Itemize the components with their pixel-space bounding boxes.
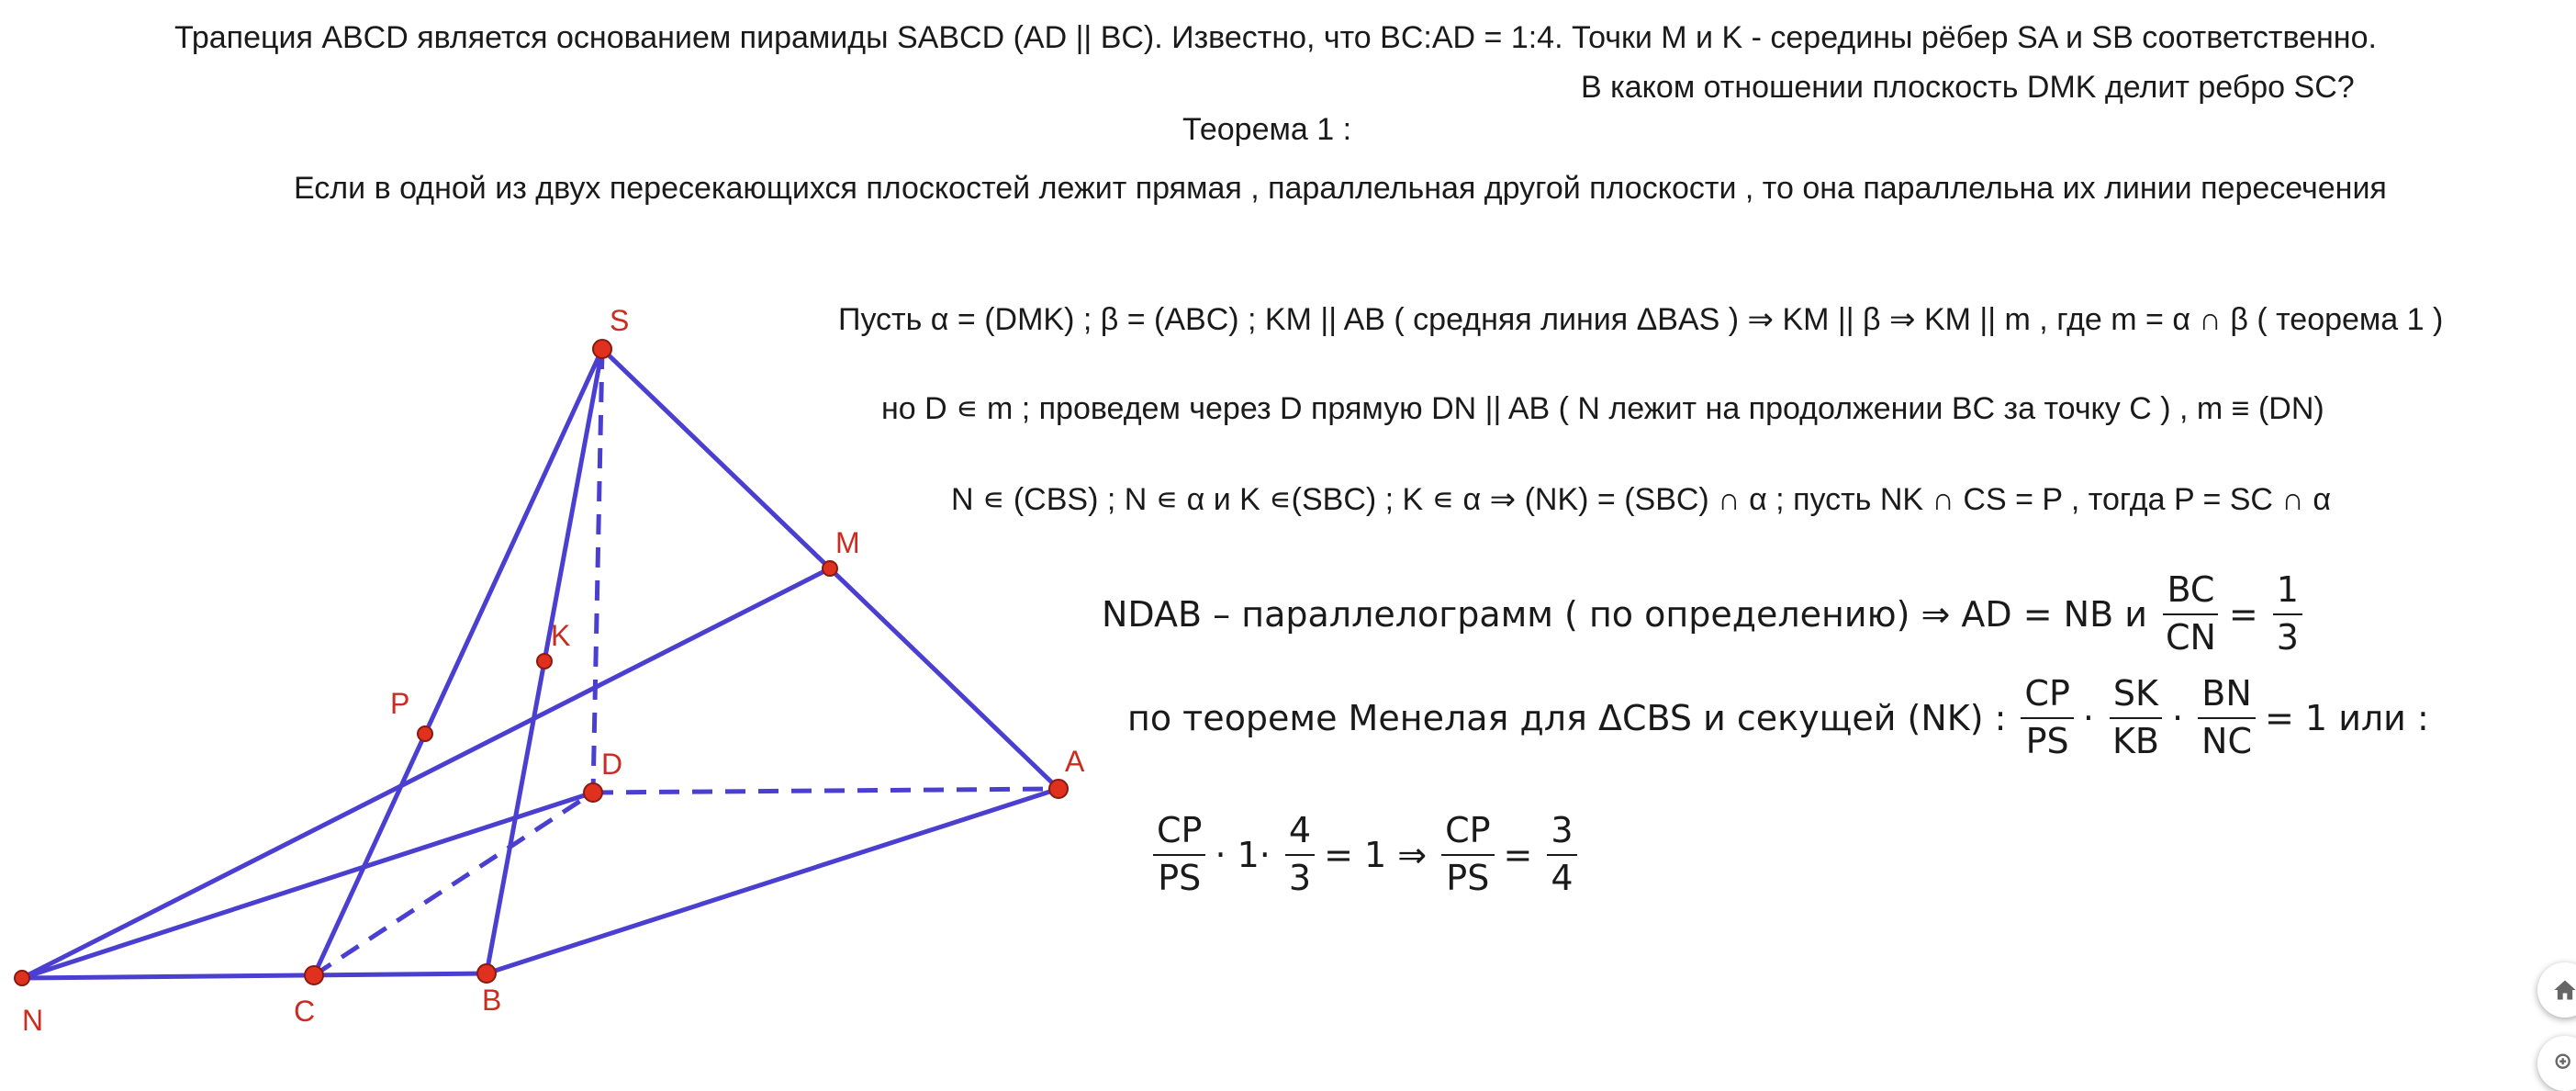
point-a bbox=[1049, 780, 1068, 798]
fraction-numerator: 1 bbox=[2273, 571, 2302, 615]
fraction-denominator: NC bbox=[2201, 720, 2253, 761]
label-d: D bbox=[601, 748, 623, 781]
label-a: A bbox=[1065, 745, 1085, 778]
label-n: N bbox=[22, 1004, 44, 1037]
pyramid-diagram bbox=[0, 0, 1102, 1070]
point-s bbox=[593, 340, 611, 358]
line-nm bbox=[22, 568, 830, 978]
fraction-numerator: BC bbox=[2163, 571, 2218, 615]
label-s: S bbox=[610, 304, 630, 337]
point-d bbox=[584, 783, 602, 802]
fraction-sk-kb bbox=[2109, 675, 2163, 761]
edge-ab bbox=[487, 789, 1058, 973]
fraction-numerator: 3 bbox=[1547, 812, 1576, 856]
point-c bbox=[305, 966, 323, 984]
fraction-bc-cn bbox=[2162, 571, 2220, 658]
label-b: B bbox=[482, 984, 502, 1017]
formula-parallelogram bbox=[1102, 571, 2312, 658]
formula-3-mid: · 1· bbox=[1215, 834, 1271, 875]
label-p: P bbox=[390, 687, 410, 720]
fraction-one-third bbox=[2273, 571, 2302, 658]
label-c: C bbox=[294, 995, 316, 1028]
point-b bbox=[477, 964, 496, 983]
multiply-dot: · bbox=[2082, 697, 2094, 738]
solution-line-2: но D ∊ m ; проведем через D прямую DN || AB ( N лежит на продолжении BC за точку C ) , m ≡ (DN) bbox=[881, 391, 2324, 426]
fraction-bn-nc bbox=[2198, 675, 2256, 761]
fraction-cp-ps-result bbox=[1441, 812, 1494, 898]
solution-line-3: N ∊ (CBS) ; N ∊ α и K ∊(SBC) ; K ∊ α ⇒ (NK) = (SBC) ∩ α ; пусть NK ∩ CS = P , тогда P = SC ∩ α bbox=[951, 482, 2331, 517]
point-n bbox=[15, 971, 29, 985]
fraction-cp-ps bbox=[1153, 812, 1205, 898]
multiply-dot: · bbox=[2171, 697, 2184, 738]
home-button[interactable] bbox=[2537, 962, 2576, 1018]
edge-da bbox=[593, 789, 1058, 793]
formula-result bbox=[1148, 812, 1586, 898]
line-nd bbox=[22, 793, 593, 978]
problem-line-2: В каком отношении плоскость DMK делит ребро SC? bbox=[1581, 70, 2355, 105]
formula-2-text: по теореме Менелая для ΔCBS и секущей (NK) : bbox=[1127, 697, 2007, 738]
fraction-cp-ps bbox=[2021, 675, 2073, 761]
formula-1-text: NDAB – параллелограмм ( по определению) ⇒ AD = NB и bbox=[1102, 593, 2147, 635]
fraction-denominator: 4 bbox=[1551, 857, 1574, 898]
fraction-denominator: PS bbox=[1446, 857, 1490, 898]
label-m: M bbox=[835, 526, 860, 559]
theorem-text: Если в одной из двух пересекающихся плоскостей лежит прямая , параллельная другой плоскости , то она параллельна их линии пересечения bbox=[294, 171, 2387, 206]
fraction-denominator: 3 bbox=[2276, 616, 2299, 658]
theorem-title: Теорема 1 : bbox=[1182, 112, 1352, 147]
problem-line-1: Трапеция ABCD является основанием пирамиды SABCD (AD || BC). Известно, что BC:AD = 1:4. Точки M и K - середины рёбер SA и SB соответственно. bbox=[174, 20, 2377, 55]
label-k: K bbox=[551, 619, 571, 652]
fraction-denominator: PS bbox=[2025, 720, 2069, 761]
fraction-three-quarters bbox=[1547, 812, 1576, 898]
formula-2-tail: = 1 или : bbox=[2265, 697, 2429, 738]
fraction-four-thirds bbox=[1285, 812, 1315, 898]
home-icon bbox=[2552, 977, 2576, 1003]
point-k bbox=[537, 654, 552, 669]
solution-line-1: Пусть α = (DMK) ; β = (ABC) ; KM || AB ( средняя линия ΔBAS ) ⇒ KM || β ⇒ KM || m , где m = α ∩ β ( теорема 1 ) bbox=[838, 302, 2444, 337]
fraction-numerator: 4 bbox=[1285, 812, 1315, 856]
fraction-numerator: SK bbox=[2110, 675, 2162, 719]
edge-sd bbox=[593, 349, 602, 793]
fraction-numerator: BN bbox=[2198, 675, 2256, 719]
fraction-numerator: CP bbox=[1441, 812, 1494, 856]
zoom-icon bbox=[2552, 1051, 2576, 1076]
fraction-numerator: CP bbox=[2021, 675, 2073, 719]
fraction-numerator: CP bbox=[1153, 812, 1205, 856]
fraction-denominator: PS bbox=[1158, 857, 1202, 898]
fraction-denominator: 3 bbox=[1288, 857, 1312, 898]
formula-3-eq: = 1 ⇒ bbox=[1324, 834, 1428, 875]
equals-sign: = bbox=[1503, 834, 1533, 875]
line-nb bbox=[22, 973, 487, 978]
point-m bbox=[823, 561, 837, 576]
formula-menelaus bbox=[1127, 675, 2438, 761]
fraction-denominator: KB bbox=[2111, 720, 2159, 761]
point-p bbox=[418, 726, 432, 741]
fraction-denominator: CN bbox=[2165, 616, 2216, 658]
zoom-button[interactable] bbox=[2537, 1036, 2576, 1091]
equals-sign: = bbox=[2228, 593, 2258, 635]
